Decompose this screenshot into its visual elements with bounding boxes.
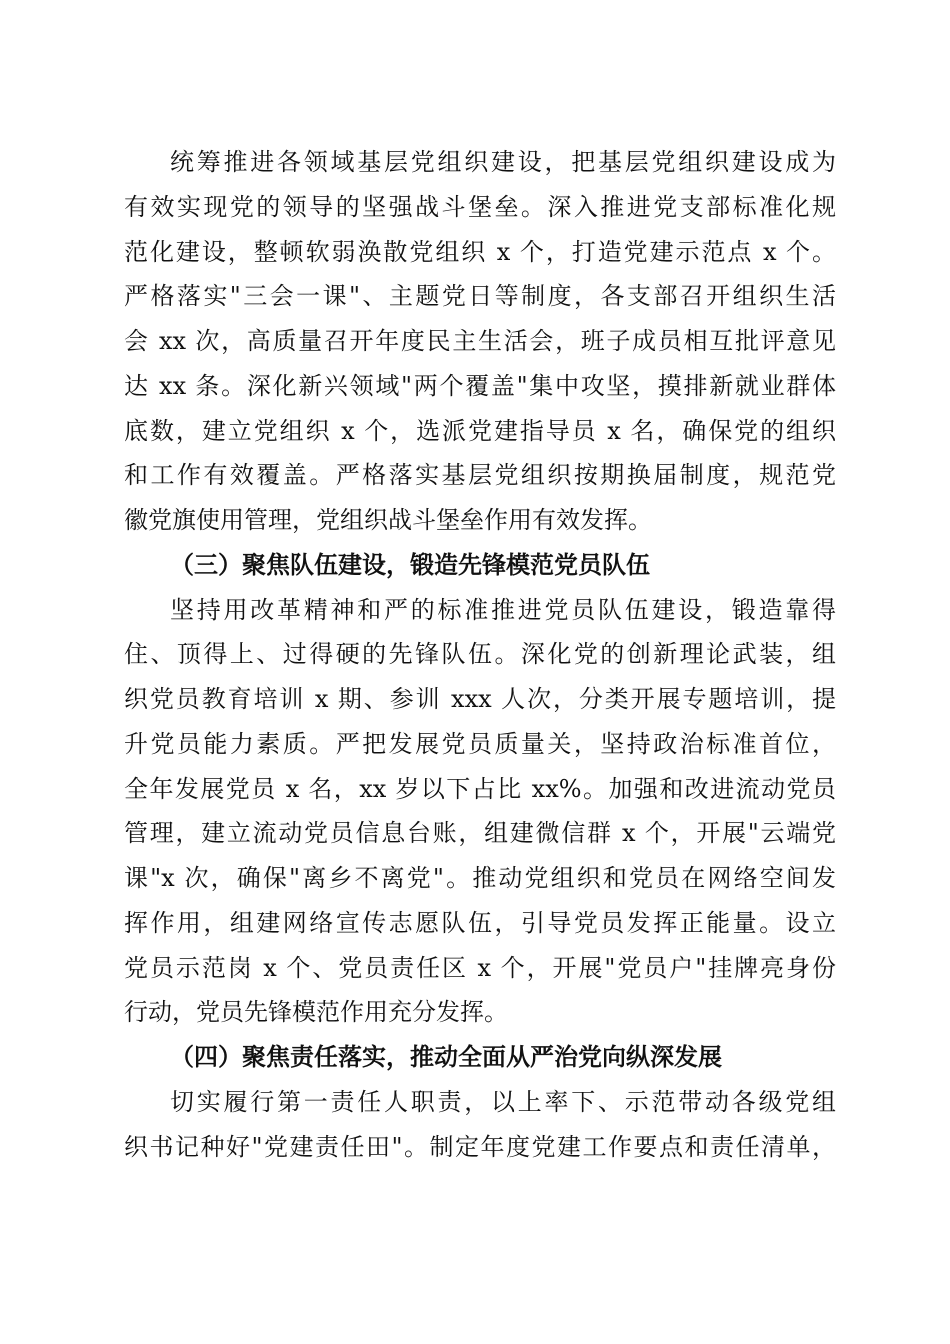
text-line: 挥作用，组建网络宣传志愿队伍，引导党员发挥正能量。设立 xyxy=(124,908,836,937)
text-line: 党员示范岗 x 个、党员责任区 x 个，开展"党员户"挂牌亮身份 xyxy=(124,953,836,982)
text-line: 徽党旗使用管理，党组织战斗堡垒作用有效发挥。 xyxy=(124,506,652,534)
text-line: 底数，建立党组织 x 个，选派党建指导员 x 名，确保党的组织 xyxy=(124,416,836,445)
text-line: 切实履行第一责任人职责，以上率下、示范带动各级党组 xyxy=(170,1087,836,1116)
text-line: 住、顶得上、过得硬的先锋队伍。深化党的创新理论武装，组 xyxy=(124,640,836,669)
text-line: 和工作有效覆盖。严格落实基层党组织按期换届制度，规范党 xyxy=(124,461,836,490)
text-line: 升党员能力素质。严把发展党员质量关，坚持政治标准首位， xyxy=(124,729,836,758)
section-heading-3 xyxy=(124,543,836,588)
paragraph-responsibility xyxy=(124,1080,836,1170)
text-line: 范化建设，整顿软弱涣散党组织 x 个，打造党建示范点 x 个。 xyxy=(124,237,836,266)
text-line: 课"x 次，确保"离乡不离党"。推动党组织和党员在网络空间发 xyxy=(124,864,836,892)
text-line: 织书记种好"党建责任田"。制定年度党建工作要点和责任清单， xyxy=(124,1132,836,1161)
text-line: 会 xx 次，高质量召开年度民主生活会，班子成员相互批评意见 xyxy=(124,327,836,355)
text-line: 统筹推进各领域基层党组织建设，把基层党组织建设成为 xyxy=(170,148,836,176)
text-line: 织党员教育培训 x 期、参训 xxx 人次，分类开展专题培训，提 xyxy=(124,685,836,713)
text-line: 全年发展党员 x 名，xx 岁以下占比 xx%。加强和改进流动党员 xyxy=(124,774,836,803)
paragraph-member-team xyxy=(124,588,836,1036)
text-line: 坚持用改革精神和严的标准推进党员队伍建设，锻造靠得 xyxy=(170,595,836,624)
document-body xyxy=(124,140,836,1169)
heading-text: （四）聚焦责任落实，推动全面从严治党向纵深发展 xyxy=(170,1042,722,1071)
text-line: 达 xx 条。深化新兴领域"两个覆盖"集中攻坚，摸排新就业群体 xyxy=(124,371,836,400)
paragraph-grassroots-organization xyxy=(124,140,836,543)
text-line: 行动，党员先锋模范作用充分发挥。 xyxy=(124,998,508,1027)
heading-text: （三）聚焦队伍建设，锻造先锋模范党员队伍 xyxy=(170,549,650,579)
section-heading-4 xyxy=(124,1035,836,1080)
text-line: 管理，建立流动党员信息台账，组建微信群 x 个，开展"云端党 xyxy=(124,819,836,848)
text-line: 严格落实"三会一课"、主题党日等制度，各支部召开组织生活 xyxy=(124,282,836,311)
text-line: 有效实现党的领导的坚强战斗堡垒。深入推进党支部标准化规 xyxy=(124,192,836,221)
